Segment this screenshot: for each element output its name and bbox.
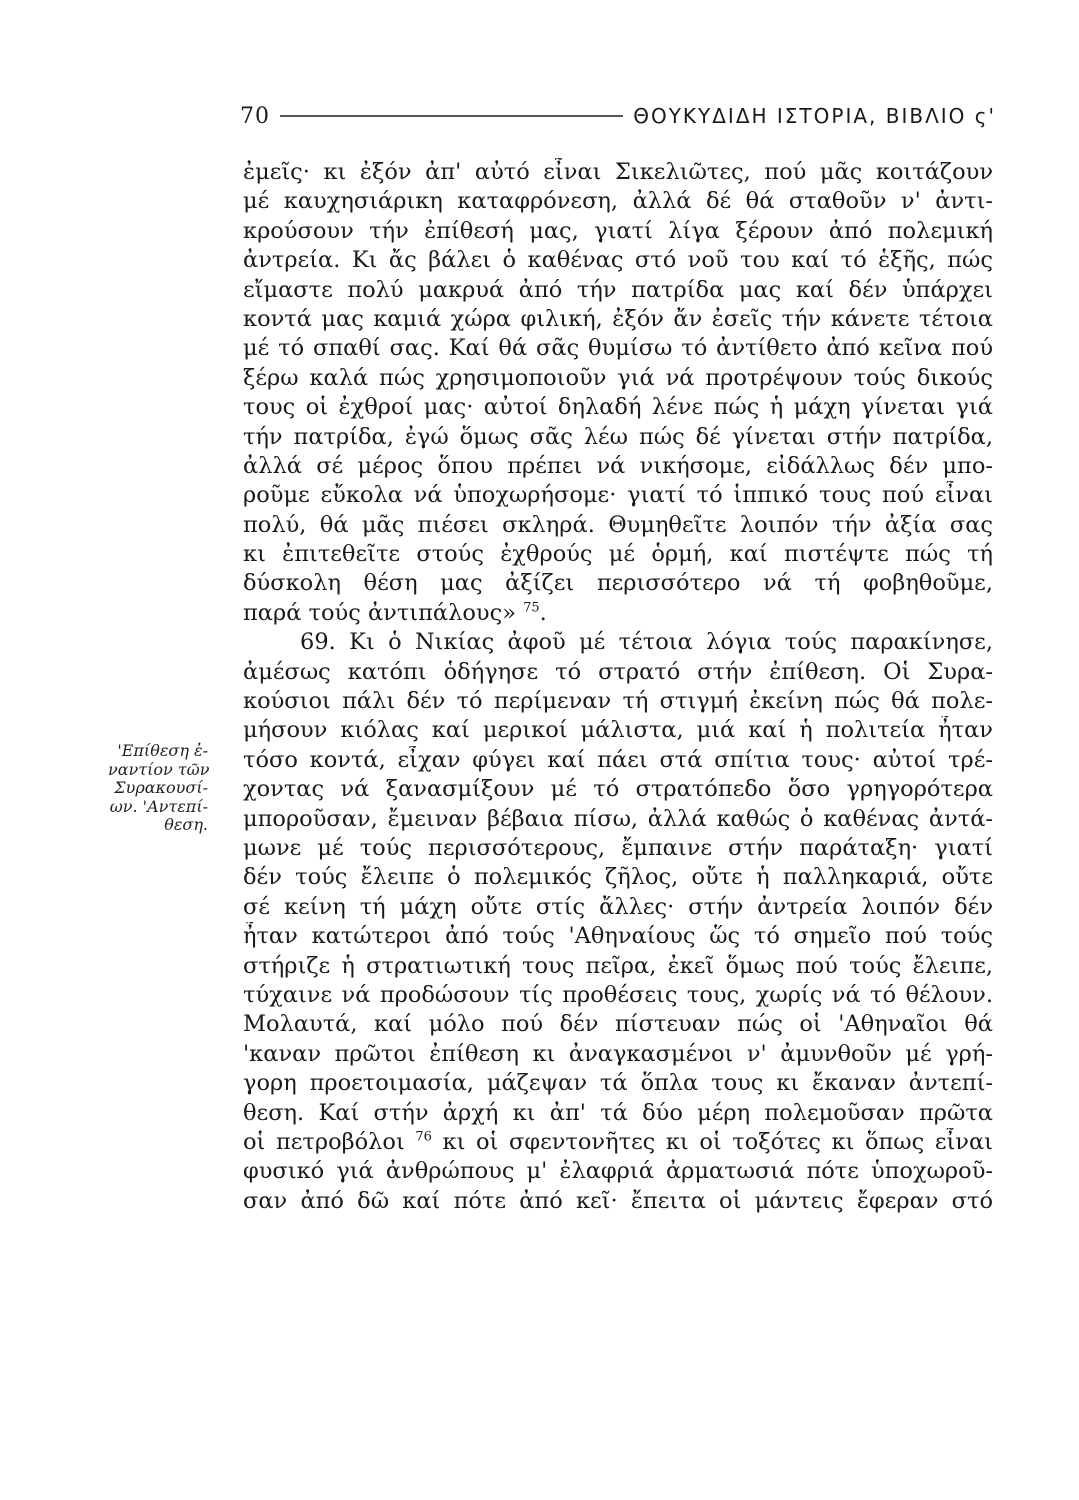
text-line: τήν πατρίδα, ἐγώ ὅμως σᾶς λέω πώς δέ γίνεται στήν πατρίδα, <box>243 423 993 450</box>
text-fragment: οἱ πετροβόλοι <box>243 1128 405 1155</box>
running-header <box>240 98 996 134</box>
margin-note-line: θεση. <box>164 815 208 834</box>
margin-note-line: Συρακουσί- <box>114 778 208 797</box>
margin-note-line: ναντίον τῶν <box>108 759 210 779</box>
margin-note-line: 'Επίθεση ἐ- <box>117 741 208 760</box>
text-line: τύχαινε νά προδώσουν τίς προθέσεις τους, χωρίς νά τό θέλουν. <box>243 981 993 1008</box>
text-line: ξέρω καλά πώς χρησιμοποιοῦν γιά νά προτρέψουν τούς δικούς <box>243 364 993 391</box>
text-fragment: κι οἱ σφεντονῆτες κι οἱ τοξότες κι ὅπως εἶναι <box>442 1128 993 1155</box>
text-line-with-footnote <box>243 599 993 628</box>
text-line: θεση. Καί στήν ἀρχή κι ἀπ' τά δύο μέρη πολεμοῦσαν πρῶτα <box>243 1099 993 1126</box>
footnote-marker[interactable]: 76 <box>415 1129 432 1145</box>
text-line: εἴμαστε πολύ μακρυά ἀπό τήν πατρίδα μας καί δέν ὑπάρχει <box>243 276 993 303</box>
text-line: ἀντρεία. Κι ἄς βάλει ὁ καθένας στό νοῦ του καί τό ἑξῆς, πώς <box>243 247 993 274</box>
margin-note-line: ων. 'Αντεπί- <box>109 796 208 816</box>
text-line: κοντά μας καμιά χώρα φιλική, ἐξόν ἄν ἐσεῖς τήν κάνετε τέτοια <box>243 305 993 332</box>
margin-note <box>108 742 208 835</box>
text-line: χοντας νά ξανασμίξουν μέ τό στρατόπεδο ὅσο γρηγορότερα <box>243 776 993 803</box>
text-line: φυσικό γιά ἀνθρώπους μ' ἐλαφριά ἀρματωσιά πότε ὑποχωροῦ- <box>243 1158 993 1185</box>
text-line: Μολαυτά, καί μόλο πού δέν πίστευαν πώς οἱ 'Αθηναῖοι θά <box>243 1011 993 1038</box>
text-line: 'καναν πρῶτοι ἐπίθεση κι ἀναγκασμένοι ν' ἀμυνθοῦν μέ γρή- <box>243 1040 993 1067</box>
text-line: ἀλλά σέ μέρος ὅπου πρέπει νά νικήσομε, εἰδάλλως δέν μπο- <box>243 452 993 479</box>
text-line: μέ καυχησιάρικη καταφρόνεση, ἀλλά δέ θά σταθοῦν ν' ἀντι- <box>243 188 993 215</box>
body-text <box>243 158 993 1216</box>
text-line: μποροῦσαν, ἔμειναν βέβαια πίσω, ἀλλά καθώς ὁ καθένας ἀντά- <box>243 805 993 832</box>
text-line: στήριζε ἡ στρατιωτική τους πεῖρα, ἐκεῖ ὅμως πού τούς ἔλειπε, <box>243 952 993 979</box>
running-title: ΘΟΥΚΥΔΙΔΗ ΙΣΤΟΡΙΑ, ΒΙΒΛΙΟ ς' <box>633 104 996 128</box>
text-line: σέ κείνη τή μάχη οὔτε στίς ἄλλες· στήν ἀντρεία λοιπόν δέν <box>243 893 993 920</box>
text-line: τους οἱ ἐχθροί μας· αὐτοί δηλαδή λένε πώς ἡ μάχη γίνεται γιά <box>243 394 993 421</box>
text-line: 69. Κι ὁ Νικίας ἀφοῦ μέ τέτοια λόγια τούς παρακίνησε, <box>300 629 993 656</box>
text-fragment: παρά τούς ἀντιπάλους» <box>243 599 516 626</box>
text-line: κι ἐπιτεθεῖτε στούς ἐχθρούς μέ ὁρμή, καί πιστέψτε πώς τή <box>243 541 993 568</box>
text-line: πολύ, θά μᾶς πιέσει σκληρά. Θυμηθεῖτε λοιπόν τήν ἀξία σας <box>243 511 993 538</box>
text-line: κρούσουν τήν ἐπίθεσή μας, γιατί λίγα ξέρουν ἀπό πολεμική <box>243 217 993 244</box>
text-line: μήσουν κιόλας καί μερικοί μάλιστα, μιά καί ἡ πολιτεία ἦταν <box>243 717 993 744</box>
page-number: 70 <box>240 103 270 129</box>
text-line: μέ τό σπαθί σας. Καί θά σᾶς θυμίσω τό ἀντίθετο ἀπό κεῖνα πού <box>243 335 993 362</box>
text-line: ἀμέσως κατόπι ὁδήγησε τό στρατό στήν ἐπίθεση. Οἱ Συρα- <box>243 658 993 685</box>
footnote-marker[interactable]: 75 <box>523 600 540 616</box>
text-line: μωνε μέ τούς περισσότερους, ἔμπαινε στήν παράταξη· γιατί <box>243 834 993 861</box>
paragraph-69 <box>243 628 993 1216</box>
text-line: σαν ἀπό δῶ καί πότε ἀπό κεῖ· ἔπειτα οἱ μάντεις ἔφεραν στό <box>243 1187 993 1214</box>
text-line: ροῦμε εὔκολα νά ὑποχωρήσομε· γιατί τό ἱππικό τους πού εἶναι <box>243 482 993 509</box>
text-line-with-footnote <box>243 1128 993 1157</box>
header-rule <box>280 115 623 117</box>
text-line: κούσιοι πάλι δέν τό περίμεναν τή στιγμή ἐκείνη πώς θά πολε- <box>243 688 993 715</box>
text-line: τόσο κοντά, εἶχαν φύγει καί πάει στά σπίτια τους· αὐτοί τρέ- <box>243 746 993 773</box>
text-line: δύσκολη θέση μας ἀξίζει περισσότερο νά τή φοβηθοῦμε, <box>243 570 993 597</box>
text-line: ἦταν κατώτεροι ἀπό τούς 'Αθηναίους ὥς τό σημεῖο πού τούς <box>243 923 993 950</box>
text-line: δέν τούς ἔλειπε ὁ πολεμικός ζῆλος, οὔτε ἡ παλληκαριά, οὔτε <box>243 864 993 891</box>
text-fragment: . <box>539 599 547 626</box>
text-line: ἐμεῖς· κι ἐξόν ἀπ' αὐτό εἶναι Σικελιῶτες, πού μᾶς κοιτάζουν <box>243 159 993 185</box>
text-line: γορη προετοιμασία, μάζεψαν τά ὅπλα τους κι ἔκαναν ἀντεπί- <box>243 1070 993 1097</box>
paragraph-speech-end <box>243 158 993 628</box>
